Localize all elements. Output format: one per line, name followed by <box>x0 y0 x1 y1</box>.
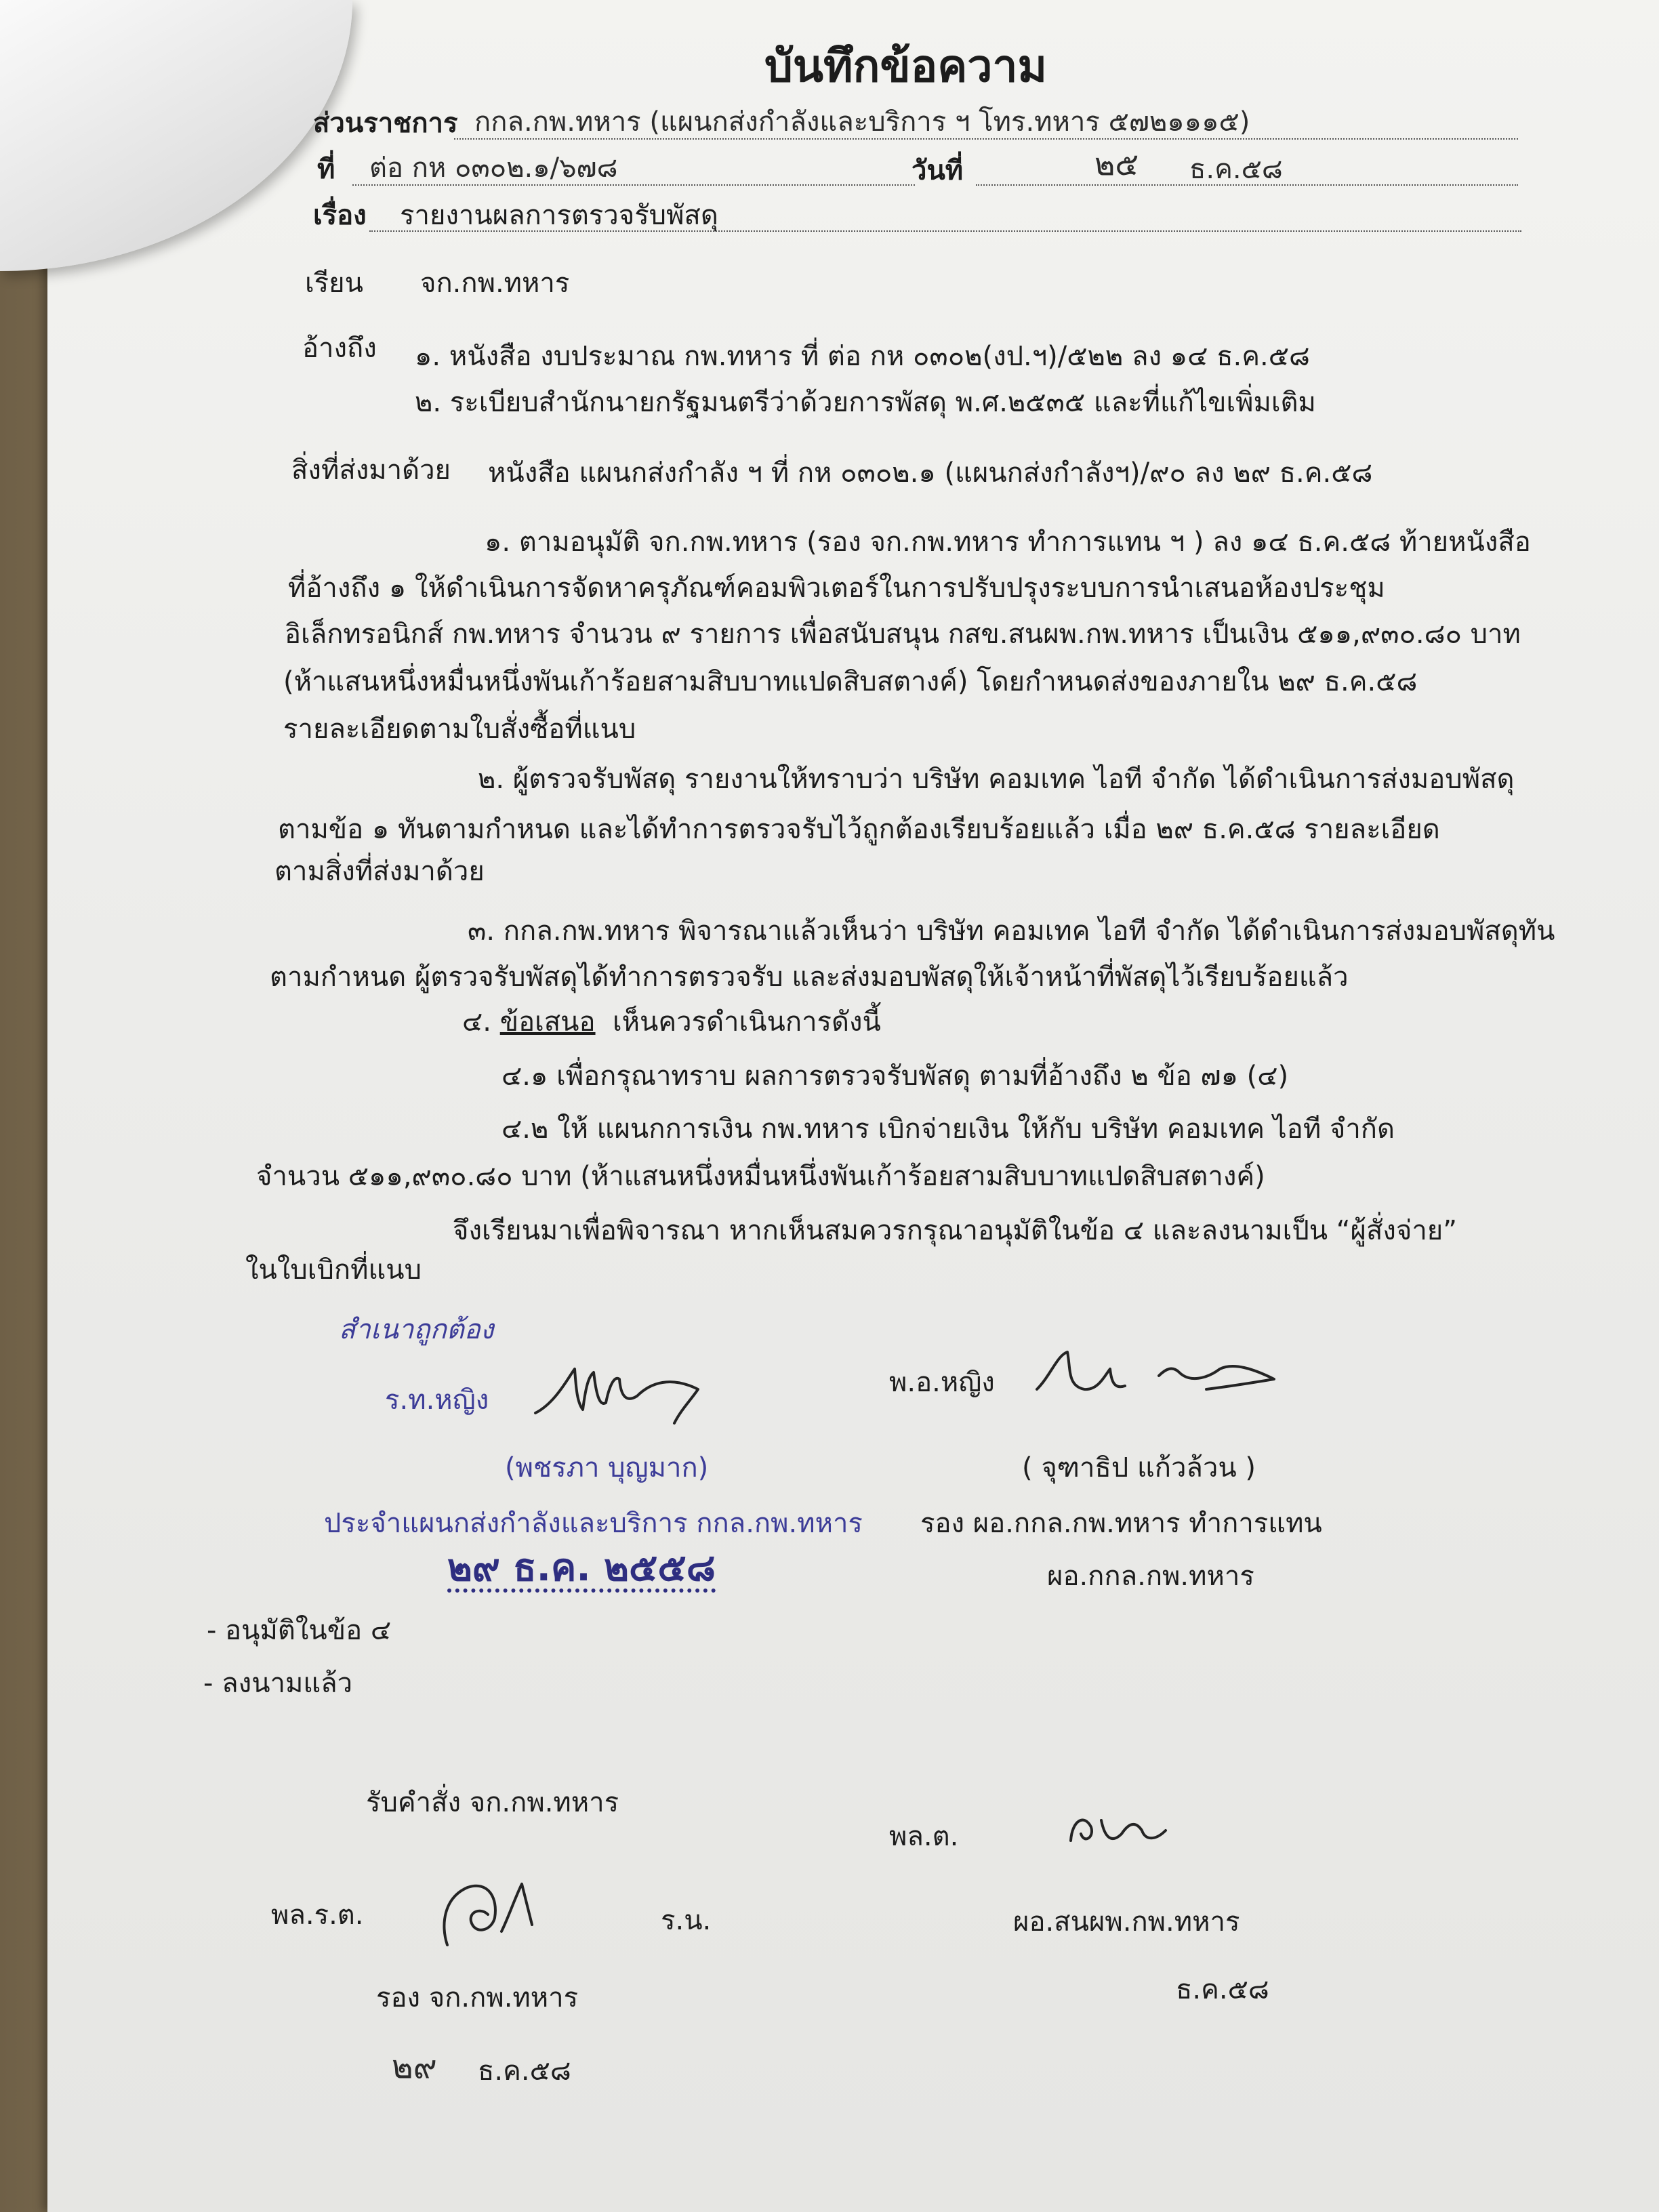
approver-signature <box>434 1870 549 1952</box>
certifier-signature <box>535 1362 712 1423</box>
receipt-date-stamp: ๒๙ ธ.ค. ๒๕๕๘ <box>447 1551 716 1593</box>
proposal-item: ๔.๑ เพื่อกรุณาทราบ ผลการตรวจรับพัสดุ ตามที่อ้างถึง ๒ ข้อ ๗๑ (๔) <box>501 1061 1289 1092</box>
subject-label: เรื่อง <box>313 200 367 231</box>
approver-mid-label: ร.น. <box>661 1905 712 1936</box>
certifier-rank: ร.ท.หญิง <box>385 1385 489 1416</box>
proposal-item-continued: จำนวน ๕๑๑,๙๓๐.๘๐ บาท (ห้าแสนหนึ่งหมื่นหนึ่งพันเก้าร้อยสามสิบบาทแปดสิบสตางค์) <box>256 1161 1265 1192</box>
director-date: ธ.ค.๕๘ <box>1176 1974 1269 2005</box>
proposal-heading: ข้อเสนอ <box>499 1006 596 1038</box>
signer-rank: พ.อ.หญิง <box>889 1367 995 1398</box>
approver-position: รอง จก.กพ.ทหาร <box>376 1982 579 2013</box>
addressee-label: เรียน <box>305 268 363 299</box>
enclosure-value: หนังสือ แผนกส่งกำลัง ฯ ที่ กห ๐๓๐๒.๑ (แผนกส่งกำลังฯ)/๙๐ ลง ๒๙ ธ.ค.๕๘ <box>488 457 1373 489</box>
proposal-number: ๔. <box>462 1006 491 1038</box>
ref-label: ที่ <box>317 154 335 185</box>
reference-item: ๒. ระเบียบสำนักนายกรัฐมนตรีว่าด้วยการพัสดุ พ.ศ.๒๕๓๕ และที่แก้ไขเพิ่มเติม <box>415 387 1316 418</box>
agency-label: ส่วนราชการ <box>313 108 458 139</box>
proposal-intro: เห็นควรดำเนินการดังนี้ <box>612 1006 881 1038</box>
director-rank: พล.ต. <box>889 1821 959 1852</box>
body-line: ๓. กกล.กพ.ทหาร พิจารณาแล้วเห็นว่า บริษัท คอมเทค ไอที จำกัด ได้ดำเนินการส่งมอบพัสดุทัน <box>468 916 1555 947</box>
signer-name: ( จุฑาธิป แก้วล้วน ) <box>1022 1452 1256 1483</box>
approval-item: - อนุมัติในข้อ ๔ <box>207 1615 392 1646</box>
memo-title: บันทึกข้อความ <box>764 40 1048 92</box>
body-line: ตามข้อ ๑ ทันตามกำหนด และได้ทำการตรวจรับไว้ถูกต้องเรียบร้อยแล้ว เมื่อ ๒๙ ธ.ค.๕๘ รายละเอียด <box>278 814 1440 845</box>
approver-date: ธ.ค.๕๘ <box>478 2055 571 2087</box>
body-line: ที่อ้างถึง ๑ ให้ดำเนินการจัดหาครุภัณฑ์คอมพิวเตอร์ในการปรับปรุงระบบการนำเสนอห้องประชุม <box>288 573 1385 604</box>
references-label: อ้างถึง <box>302 333 377 364</box>
body-line: ตามกำหนด ผู้ตรวจรับพัสดุได้ทำการตรวจรับ และส่งมอบพัสดุให้เจ้าหน้าที่พัสดุไว้เรียบร้อยแล้ว <box>270 962 1349 993</box>
body-line: อิเล็กทรอนิกส์ กพ.ทหาร จำนวน ๙ รายการ เพื่อสนับสนุน กสข.สนผพ.กพ.ทหาร เป็นเงิน ๕๑๑,๙๓๐.๘๐ บาท <box>285 619 1521 650</box>
body-line: (ห้าแสนหนึ่งหมื่นหนึ่งพันเก้าร้อยสามสิบบาทแปดสิบสตางค์) โดยกำหนดส่งของภายใน ๒๙ ธ.ค.๕๘ <box>283 666 1418 697</box>
addressee-value: จก.กพ.ทหาร <box>420 268 570 299</box>
enclosure-label: สิ่งที่ส่งมาด้วย <box>291 455 451 486</box>
director-signature <box>1064 1807 1172 1854</box>
closing-line: ในใบเบิกที่แนบ <box>245 1254 422 1286</box>
approval-item: - ลงนามแล้ว <box>203 1668 353 1699</box>
certifier-position: ประจำแผนกส่งกำลังและบริการ กกล.กพ.ทหาร <box>324 1508 863 1539</box>
signer-position: ผอ.กกล.กพ.ทหาร <box>1047 1561 1254 1592</box>
closing-line: จึงเรียนมาเพื่อพิจารณา หากเห็นสมควรกรุณาอนุมัติในข้อ ๔ และลงนามเป็น “ผู้สั่งจ่าย” <box>453 1215 1457 1246</box>
certified-copy-stamp: สำเนาถูกต้อง <box>339 1314 494 1345</box>
date-label: วันที่ <box>912 155 964 186</box>
memo-page <box>47 0 1659 2212</box>
proposal-item: ๔.๒ ให้ แผนกการเงิน กพ.ทหาร เบิกจ่ายเงิน ให้กับ บริษัท คอมเทค ไอที จำกัด <box>501 1113 1395 1145</box>
director-position: ผอ.สนผพ.กพ.ทหาร <box>1013 1906 1240 1938</box>
certifier-name: (พชรภา บุญมาก) <box>505 1452 709 1483</box>
approver-date-day: ๒๙ <box>392 2048 437 2086</box>
approver-rank: พล.ร.ต. <box>271 1900 364 1931</box>
signer-position: รอง ผอ.กกล.กพ.ทหาร ทำการแทน <box>920 1508 1322 1539</box>
ref-value: ต่อ กห ๐๓๐๒.๑/๖๗๘ <box>369 152 618 184</box>
subject-value: รายงานผลการตรวจรับพัสดุ <box>400 200 718 231</box>
body-line: ตามสิ่งที่ส่งมาด้วย <box>274 856 485 887</box>
date-day: ๒๕ <box>1094 146 1139 182</box>
signer-signature <box>1030 1349 1288 1410</box>
body-line: ๒. ผู้ตรวจรับพัสดุ รายงานให้ทราบว่า บริษัท คอมเทค ไอที จำกัด ได้ดำเนินการส่งมอบพัสดุ <box>478 764 1515 795</box>
reference-item: ๑. หนังสือ งบประมาณ กพ.ทหาร ที่ ต่อ กห ๐๓๐๒(งป.ฯ)/๕๒๒ ลง ๑๔ ธ.ค.๕๘ <box>415 341 1310 372</box>
agency-value: กกล.กพ.ทหาร (แผนกส่งกำลังและบริการ ฯ โทร.ทหาร ๕๗๒๑๑๑๕) <box>474 106 1250 138</box>
approval-order: รับคำสั่ง จก.กพ.ทหาร <box>366 1787 619 1818</box>
body-line: ๑. ตามอนุมัติ จก.กพ.ทหาร (รอง จก.กพ.ทหาร ทำการแทน ฯ ) ลง ๑๔ ธ.ค.๕๘ ท้ายหนังสือ <box>485 527 1531 558</box>
date-month: ธ.ค.๕๘ <box>1189 154 1283 185</box>
proposal-line <box>462 1004 881 1040</box>
body-line: รายละเอียดตามใบสั่งซื้อที่แนบ <box>283 714 636 745</box>
